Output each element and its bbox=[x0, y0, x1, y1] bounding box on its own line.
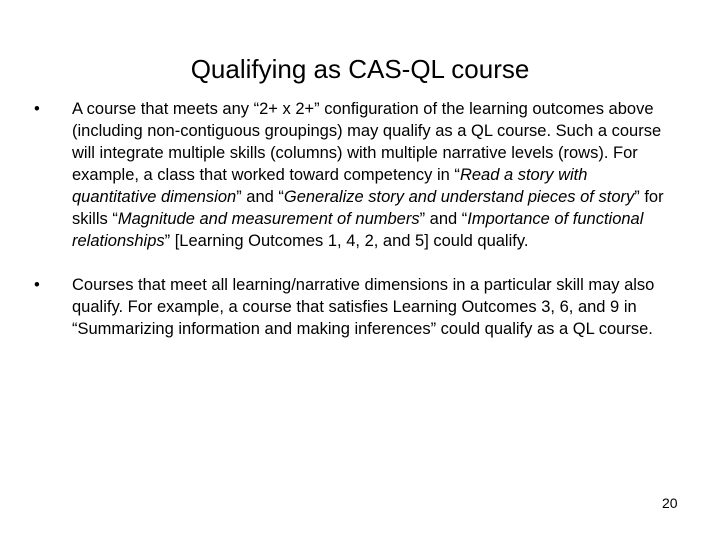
bullet-text bbox=[72, 100, 664, 250]
bullet-item bbox=[34, 274, 674, 340]
slide-title: Qualifying as CAS-QL course bbox=[190, 54, 530, 84]
bullet-text-italic-segment: Importance of functional relationships bbox=[72, 210, 644, 250]
page-number: 20 bbox=[662, 495, 678, 511]
bullet-item bbox=[34, 98, 674, 252]
bullet-text-segment: ” and “ bbox=[419, 210, 468, 228]
bullet-list bbox=[34, 98, 674, 340]
bullet-text-segment: A course that meets any “2+ x 2+” configuration of the learning outcomes above (including non-contiguous groupings) may qualify as a QL course. Such a course will integrate multiple skills (columns) with multiple narrative levels (rows). For example, a class that worked toward competency in “ bbox=[72, 100, 662, 184]
bullet-text-segment: Courses that meet all learning/narrative dimensions in a particular skill may also qualify. For example, a course that satisfies Learning Outcomes 3, 6, and 9 in “Summarizing information and making inferences” could qualify as a QL course. bbox=[72, 276, 655, 338]
bullet-text-italic-segment: Generalize story and understand pieces of story bbox=[283, 188, 635, 206]
bullet-text bbox=[72, 276, 654, 338]
bullet-text-italic-segment: Magnitude and measurement of numbers bbox=[117, 210, 420, 228]
bullet-text-segment: ” for skills “ bbox=[72, 188, 664, 228]
bullet-text-segment: ” [Learning Outcomes 1, 4, 2, and 5] could qualify. bbox=[164, 232, 529, 250]
bullet-dot: • bbox=[34, 100, 40, 118]
bullet-text-italic-segment: Read a story with quantitative dimension bbox=[72, 166, 588, 206]
bullet-text-segment: ” and “ bbox=[236, 188, 284, 206]
bullet-dot: • bbox=[34, 276, 40, 294]
